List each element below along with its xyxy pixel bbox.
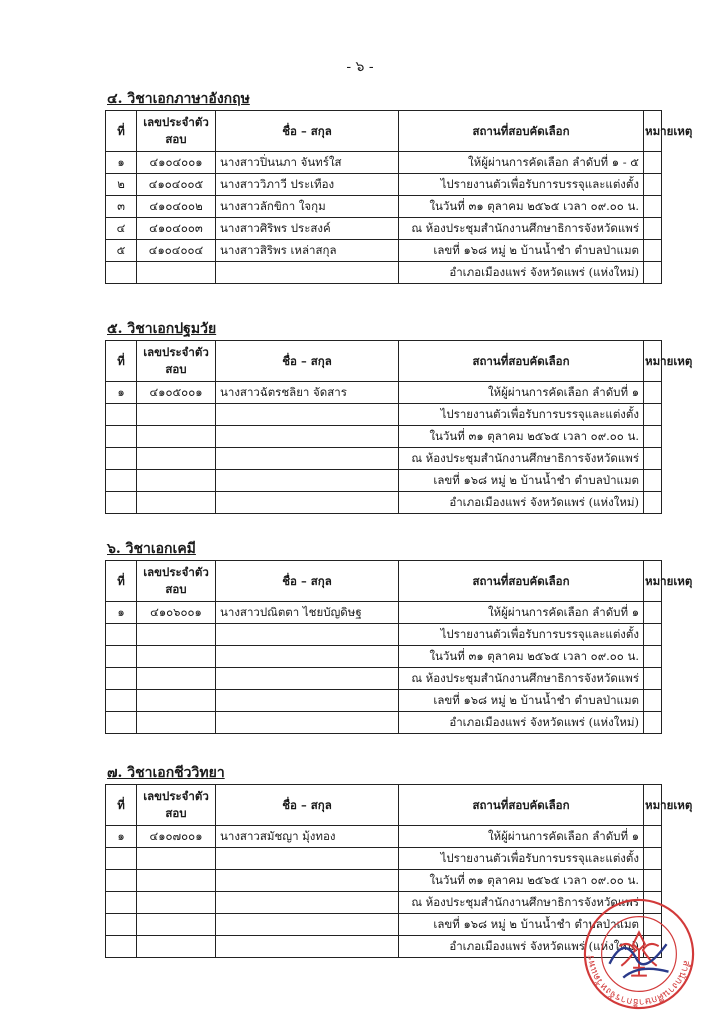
cell-no bbox=[106, 668, 137, 690]
header-name: ชื่อ – สกุล bbox=[216, 111, 399, 152]
candidate-table bbox=[105, 110, 693, 284]
cell-exam-id: ๔๑๐๔๐๐๔ bbox=[137, 240, 216, 262]
cell-name bbox=[216, 624, 399, 646]
table-header-row bbox=[106, 561, 662, 602]
cell-note bbox=[644, 218, 662, 240]
cell-no: ๒ bbox=[106, 174, 137, 196]
cell-name: นางสาวศิริพร ประสงค์ bbox=[216, 218, 399, 240]
cell-name bbox=[216, 870, 399, 892]
cell-exam-id bbox=[137, 426, 216, 448]
cell-place: อำเภอเมืองแพร่ จังหวัดแพร่ (แห่งใหม่) bbox=[399, 712, 644, 734]
cell-no bbox=[106, 448, 137, 470]
section-title: ๖. วิชาเอกเคมี bbox=[107, 541, 196, 557]
table-row bbox=[106, 152, 662, 174]
candidate-table bbox=[105, 560, 693, 734]
cell-name: นางสาวปณิตตา ไชยบัญดิษฐ bbox=[216, 602, 399, 624]
cell-note bbox=[644, 196, 662, 218]
header-place: สถานที่สอบคัดเลือก bbox=[399, 561, 644, 602]
cell-exam-id: ๔๑๐๔๐๐๒ bbox=[137, 196, 216, 218]
cell-name bbox=[216, 892, 399, 914]
cell-note bbox=[644, 492, 662, 514]
cell-exam-id bbox=[137, 404, 216, 426]
header-no: ที่ bbox=[106, 341, 137, 382]
table-row bbox=[106, 870, 662, 892]
cell-no bbox=[106, 936, 137, 958]
cell-place: ไปรายงานตัวเพื่อรับการบรรจุและแต่งตั้ง bbox=[399, 624, 644, 646]
cell-place: ไปรายงานตัวเพื่อรับการบรรจุและแต่งตั้ง bbox=[399, 848, 644, 870]
cell-note bbox=[644, 152, 662, 174]
header-no: ที่ bbox=[106, 561, 137, 602]
table-row bbox=[106, 646, 662, 668]
cell-place: ให้ผู้ผ่านการคัดเลือก ลำดับที่ ๑ - ๕ bbox=[399, 152, 644, 174]
cell-exam-id: ๔๑๐๖๐๐๑ bbox=[137, 602, 216, 624]
table-row bbox=[106, 470, 662, 492]
table-row bbox=[106, 936, 662, 958]
cell-no: ๑ bbox=[106, 152, 137, 174]
cell-note bbox=[644, 870, 662, 892]
cell-note bbox=[644, 712, 662, 734]
table-row bbox=[106, 492, 662, 514]
cell-exam-id: ๔๑๐๔๐๐๓ bbox=[137, 218, 216, 240]
cell-name bbox=[216, 848, 399, 870]
cell-name bbox=[216, 668, 399, 690]
cell-note bbox=[644, 848, 662, 870]
cell-no bbox=[106, 426, 137, 448]
cell-place: ณ ห้องประชุมสำนักงานศึกษาธิการจังหวัดแพร่ bbox=[399, 218, 644, 240]
header-exam-id: เลขประจำตัวสอบ bbox=[137, 785, 216, 826]
cell-exam-id bbox=[137, 712, 216, 734]
table-row bbox=[106, 602, 662, 624]
cell-exam-id bbox=[137, 668, 216, 690]
cell-place: อำเภอเมืองแพร่ จังหวัดแพร่ (แห่งใหม่) bbox=[399, 936, 644, 958]
cell-place: เลขที่ ๑๖๘ หมู่ ๒ บ้านน้ำชำ ตำบลป่าแมต bbox=[399, 470, 644, 492]
section-title: ๔. วิชาเอกภาษาอังกฤษ bbox=[107, 91, 250, 107]
cell-exam-id bbox=[137, 690, 216, 712]
cell-note bbox=[644, 690, 662, 712]
cell-name: นางสาวสิริพร เหล่าสกุล bbox=[216, 240, 399, 262]
table-row bbox=[106, 826, 662, 848]
candidate-table bbox=[105, 784, 693, 958]
candidate-table bbox=[105, 340, 693, 514]
cell-note bbox=[644, 240, 662, 262]
cell-exam-id bbox=[137, 646, 216, 668]
cell-name bbox=[216, 262, 399, 284]
cell-note bbox=[644, 602, 662, 624]
cell-note bbox=[644, 826, 662, 848]
header-no: ที่ bbox=[106, 111, 137, 152]
table-row bbox=[106, 426, 662, 448]
cell-name: นางสาวฉัตรชลิยา จัดสาร bbox=[216, 382, 399, 404]
cell-place: อำเภอเมืองแพร่ จังหวัดแพร่ (แห่งใหม่) bbox=[399, 262, 644, 284]
header-note: หมายเหตุ bbox=[644, 341, 662, 382]
section-biology bbox=[105, 762, 693, 958]
table-row bbox=[106, 914, 662, 936]
cell-place: ให้ผู้ผ่านการคัดเลือก ลำดับที่ ๑ bbox=[399, 382, 644, 404]
cell-note bbox=[644, 448, 662, 470]
cell-exam-id bbox=[137, 448, 216, 470]
table-row bbox=[106, 848, 662, 870]
cell-name bbox=[216, 426, 399, 448]
header-place: สถานที่สอบคัดเลือก bbox=[399, 785, 644, 826]
cell-exam-id bbox=[137, 936, 216, 958]
header-note: หมายเหตุ bbox=[644, 561, 662, 602]
cell-no bbox=[106, 848, 137, 870]
cell-no bbox=[106, 870, 137, 892]
header-exam-id: เลขประจำตัวสอบ bbox=[137, 111, 216, 152]
cell-place: ให้ผู้ผ่านการคัดเลือก ลำดับที่ ๑ bbox=[399, 826, 644, 848]
cell-exam-id: ๔๑๐๕๐๐๑ bbox=[137, 382, 216, 404]
cell-no bbox=[106, 892, 137, 914]
cell-name bbox=[216, 448, 399, 470]
header-exam-id: เลขประจำตัวสอบ bbox=[137, 341, 216, 382]
table-row bbox=[106, 382, 662, 404]
cell-note bbox=[644, 646, 662, 668]
cell-no bbox=[106, 624, 137, 646]
table-row bbox=[106, 174, 662, 196]
cell-no bbox=[106, 646, 137, 668]
table-header-row bbox=[106, 341, 662, 382]
cell-no bbox=[106, 404, 137, 426]
cell-exam-id: ๔๑๐๗๐๐๑ bbox=[137, 826, 216, 848]
header-note: หมายเหตุ bbox=[644, 111, 662, 152]
cell-note bbox=[644, 382, 662, 404]
cell-place: ณ ห้องประชุมสำนักงานศึกษาธิการจังหวัดแพร่ bbox=[399, 892, 644, 914]
cell-name: นางสาวสมัชญา มุ้งทอง bbox=[216, 826, 399, 848]
cell-note bbox=[644, 426, 662, 448]
header-no: ที่ bbox=[106, 785, 137, 826]
cell-note bbox=[644, 624, 662, 646]
cell-note bbox=[644, 470, 662, 492]
official-seal-icon bbox=[580, 895, 698, 1013]
table-row bbox=[106, 892, 662, 914]
cell-no bbox=[106, 470, 137, 492]
cell-no: ๔ bbox=[106, 218, 137, 240]
header-exam-id: เลขประจำตัวสอบ bbox=[137, 561, 216, 602]
cell-place: ณ ห้องประชุมสำนักงานศึกษาธิการจังหวัดแพร่ bbox=[399, 668, 644, 690]
cell-name bbox=[216, 712, 399, 734]
table-header-row bbox=[106, 785, 662, 826]
header-name: ชื่อ – สกุล bbox=[216, 561, 399, 602]
cell-no: ๕ bbox=[106, 240, 137, 262]
cell-place: เลขที่ ๑๖๘ หมู่ ๒ บ้านน้ำชำ ตำบลป่าแมต bbox=[399, 690, 644, 712]
cell-place: ในวันที่ ๓๑ ตุลาคม ๒๕๖๕ เวลา ๐๙.๐๐ น. bbox=[399, 870, 644, 892]
cell-note bbox=[644, 404, 662, 426]
cell-no bbox=[106, 712, 137, 734]
cell-note bbox=[644, 262, 662, 284]
cell-no bbox=[106, 262, 137, 284]
section-title: ๕. วิชาเอกปฐมวัย bbox=[107, 321, 217, 337]
cell-place: ในวันที่ ๓๑ ตุลาคม ๒๕๖๕ เวลา ๐๙.๐๐ น. bbox=[399, 646, 644, 668]
cell-place: ณ ห้องประชุมสำนักงานศึกษาธิการจังหวัดแพร่ bbox=[399, 448, 644, 470]
cell-exam-id bbox=[137, 492, 216, 514]
seal-text: สำนักงานศึกษาธิการจังหวัดแพร่ bbox=[585, 954, 692, 1008]
table-row bbox=[106, 240, 662, 262]
cell-exam-id bbox=[137, 870, 216, 892]
cell-note bbox=[644, 668, 662, 690]
cell-name: นางสาววิภาวี ประเทือง bbox=[216, 174, 399, 196]
cell-place: ไปรายงานตัวเพื่อรับการบรรจุและแต่งตั้ง bbox=[399, 404, 644, 426]
table-row bbox=[106, 690, 662, 712]
table-row bbox=[106, 712, 662, 734]
cell-place: ในวันที่ ๓๑ ตุลาคม ๒๕๖๕ เวลา ๐๙.๐๐ น. bbox=[399, 196, 644, 218]
cell-no: ๑ bbox=[106, 826, 137, 848]
header-place: สถานที่สอบคัดเลือก bbox=[399, 341, 644, 382]
cell-exam-id bbox=[137, 892, 216, 914]
cell-exam-id: ๔๑๐๔๐๐๕ bbox=[137, 174, 216, 196]
cell-exam-id bbox=[137, 470, 216, 492]
cell-name bbox=[216, 646, 399, 668]
cell-exam-id bbox=[137, 624, 216, 646]
table-row bbox=[106, 448, 662, 470]
section-chemistry bbox=[105, 538, 693, 734]
cell-name: นางสาวปิ่นนภา จันทร์ใส bbox=[216, 152, 399, 174]
table-row bbox=[106, 262, 662, 284]
cell-place: ในวันที่ ๓๑ ตุลาคม ๒๕๖๕ เวลา ๐๙.๐๐ น. bbox=[399, 426, 644, 448]
cell-exam-id bbox=[137, 848, 216, 870]
cell-no bbox=[106, 690, 137, 712]
cell-no: ๑ bbox=[106, 602, 137, 624]
cell-name bbox=[216, 690, 399, 712]
section-english bbox=[105, 88, 693, 284]
cell-name bbox=[216, 404, 399, 426]
cell-name bbox=[216, 936, 399, 958]
cell-name bbox=[216, 470, 399, 492]
page-number: - ๖ - bbox=[346, 59, 374, 75]
header-note: หมายเหตุ bbox=[644, 785, 662, 826]
table-row bbox=[106, 218, 662, 240]
header-name: ชื่อ – สกุล bbox=[216, 341, 399, 382]
section-early-childhood bbox=[105, 318, 693, 514]
table-header-row bbox=[106, 111, 662, 152]
table-row bbox=[106, 624, 662, 646]
cell-no bbox=[106, 914, 137, 936]
cell-no bbox=[106, 492, 137, 514]
cell-place: เลขที่ ๑๖๘ หมู่ ๒ บ้านน้ำชำ ตำบลป่าแมต bbox=[399, 240, 644, 262]
table-row bbox=[106, 404, 662, 426]
header-place: สถานที่สอบคัดเลือก bbox=[399, 111, 644, 152]
cell-place: เลขที่ ๑๖๘ หมู่ ๒ บ้านน้ำชำ ตำบลป่าแมต bbox=[399, 914, 644, 936]
cell-place: ไปรายงานตัวเพื่อรับการบรรจุและแต่งตั้ง bbox=[399, 174, 644, 196]
cell-name bbox=[216, 914, 399, 936]
section-title: ๗. วิชาเอกชีววิทยา bbox=[107, 765, 225, 781]
cell-name bbox=[216, 492, 399, 514]
cell-exam-id bbox=[137, 914, 216, 936]
cell-name: นางสาวลักขิกา ใจกุม bbox=[216, 196, 399, 218]
cell-note bbox=[644, 174, 662, 196]
cell-no: ๓ bbox=[106, 196, 137, 218]
cell-exam-id: ๔๑๐๔๐๐๑ bbox=[137, 152, 216, 174]
cell-place: ให้ผู้ผ่านการคัดเลือก ลำดับที่ ๑ bbox=[399, 602, 644, 624]
header-name: ชื่อ – สกุล bbox=[216, 785, 399, 826]
table-row bbox=[106, 668, 662, 690]
cell-no: ๑ bbox=[106, 382, 137, 404]
cell-exam-id bbox=[137, 262, 216, 284]
table-row bbox=[106, 196, 662, 218]
cell-place: อำเภอเมืองแพร่ จังหวัดแพร่ (แห่งใหม่) bbox=[399, 492, 644, 514]
